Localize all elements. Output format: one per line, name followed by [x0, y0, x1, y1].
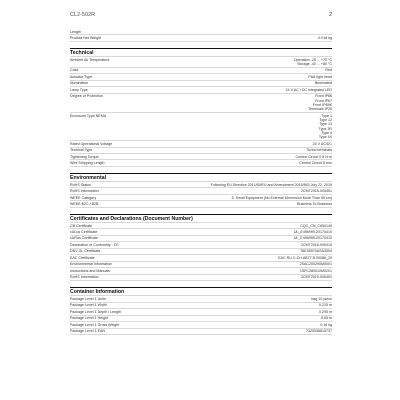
spec-row	[70, 94, 332, 113]
spec-value: 2CMT2016-005410	[301, 242, 332, 247]
spec-label: cULus Certificate	[70, 229, 98, 234]
spec-label: Package Level 1 Width	[70, 303, 107, 308]
spec-label: WEEE Category	[70, 195, 97, 200]
spec-value: 24 V AC/DC	[312, 141, 332, 146]
spec-value: Operation -25 ... +70 °C Storage -40 ... +80 °C	[293, 57, 332, 66]
spec-row	[70, 113, 332, 141]
spec-value: Illuminated	[314, 81, 332, 86]
technical-rows	[70, 57, 332, 167]
spec-label: Package Level 1 Gross Weight	[70, 322, 120, 327]
spec-label: Ambient Air Temperature	[70, 57, 110, 62]
spec-label: Declaration of Conformity - CE	[70, 242, 119, 247]
spec-row	[70, 201, 332, 207]
section-title-environmental: Environmental	[70, 174, 107, 181]
document-id: CL2-502R	[70, 12, 96, 18]
spec-value: 2CMT2015-005451	[301, 275, 332, 280]
spec-row	[70, 35, 332, 41]
spec-value: Business To Business	[297, 202, 332, 207]
certificates-rows	[70, 223, 332, 281]
spec-value: bag 10 piece	[311, 296, 332, 301]
spec-label: Lamp Type	[70, 87, 88, 92]
spec-label: Illumination	[70, 81, 89, 86]
top-rows	[70, 29, 332, 42]
spec-value: TAE00070ASA3004	[300, 249, 332, 254]
spec-label: Terminal Type	[70, 148, 93, 153]
spec-label: Package Level 1 Depth / Length	[70, 309, 122, 314]
spec-value: Red	[325, 68, 332, 73]
spec-value: Type 1 Type 12 Type 13 Type 3R Type 4 Type 4X	[318, 113, 332, 140]
spec-value: 0.05 m	[321, 316, 332, 321]
spec-label: Package Level 1 Height	[70, 316, 108, 321]
section-environmental	[70, 173, 332, 182]
spec-label: Degree of Protection	[70, 94, 103, 99]
spec-value: Pilot light head	[308, 74, 332, 79]
spec-label: Rated Operational Voltage	[70, 141, 113, 146]
spec-label: Actuator Type	[70, 74, 93, 79]
spec-value: 0.018 kg	[318, 36, 332, 41]
spec-label: Instructions and Manuals	[70, 268, 110, 273]
spec-value: 0.215 m	[319, 303, 332, 308]
page-header	[70, 12, 332, 22]
spec-value: Front IP66 Front IP67 Front IP69K Terminals IP20	[308, 94, 332, 112]
spec-sheet	[70, 29, 332, 335]
spec-label: cURus Certificate	[70, 236, 98, 241]
spec-label: Package Level 1 EAN	[70, 329, 105, 334]
spec-value: UL_E496999-20170410	[293, 236, 332, 241]
spec-label: DNV GL Certificate	[70, 249, 101, 254]
spec-value: 7320536615737	[306, 329, 332, 334]
spec-label: EAC Certificate	[70, 255, 95, 260]
spec-label: Length	[70, 29, 81, 34]
spec-value: 24 V AC / DC integrated LED	[285, 87, 332, 92]
spec-value: EAC RU C-CH.AB77.B.00086_20	[278, 255, 332, 260]
spec-value: 1SFC280010M0201	[299, 268, 332, 273]
section-container	[70, 287, 332, 296]
section-title-container: Container Information	[70, 289, 125, 296]
spec-value: 0.295 m	[319, 309, 332, 314]
spec-value: CQC_CN_C650149	[300, 223, 332, 228]
spec-row	[70, 160, 332, 166]
spec-label: Environmental Information	[70, 262, 112, 267]
spec-label: Wire Stripping Length	[70, 161, 105, 166]
page-number: 2	[328, 12, 332, 18]
environmental-rows	[70, 182, 332, 208]
section-technical	[70, 48, 332, 57]
spec-value: Control Circuit 0.8 N·m	[295, 154, 332, 159]
spec-label: RoHS Status	[70, 182, 91, 187]
spec-label: CB Certificate	[70, 223, 93, 228]
spec-value: 5. Small Equipment (No External Dimension More Than 50 cm)	[231, 195, 332, 200]
spec-label: WEEE B2C / B2B	[70, 202, 99, 207]
spec-value: 2CMT2015-005451	[301, 189, 332, 194]
spec-label: Enclosure Type NEMA	[70, 113, 107, 118]
section-certificates	[70, 214, 332, 223]
spec-label: RoHS Information	[70, 189, 99, 194]
section-title-technical: Technical	[70, 49, 94, 56]
spec-row	[70, 275, 332, 281]
spec-label: Tightening Torque	[70, 154, 99, 159]
spec-label: Package Level 1 Units	[70, 296, 106, 301]
spec-value: 0.18 kg	[320, 322, 332, 327]
spec-value: UL_E496999-20170410	[293, 229, 332, 234]
section-title-certificates: Certificates and Declarations (Document Number)	[70, 215, 193, 222]
spec-row	[70, 57, 332, 68]
spec-value: Control Circuit 8 mm	[299, 161, 332, 166]
spec-row	[70, 329, 332, 335]
spec-value: Following EU Directive 2011/65/EU and Amendment 2015/863 July 22, 2019	[210, 182, 332, 187]
spec-label: RoHS Information	[70, 275, 99, 280]
spec-value: 2SAC200290M0001	[299, 262, 332, 267]
spec-label: Color	[70, 68, 79, 73]
container-rows	[70, 296, 332, 335]
spec-label: Product Net Weight	[70, 36, 102, 41]
spec-value: Screw terminals	[306, 148, 332, 153]
